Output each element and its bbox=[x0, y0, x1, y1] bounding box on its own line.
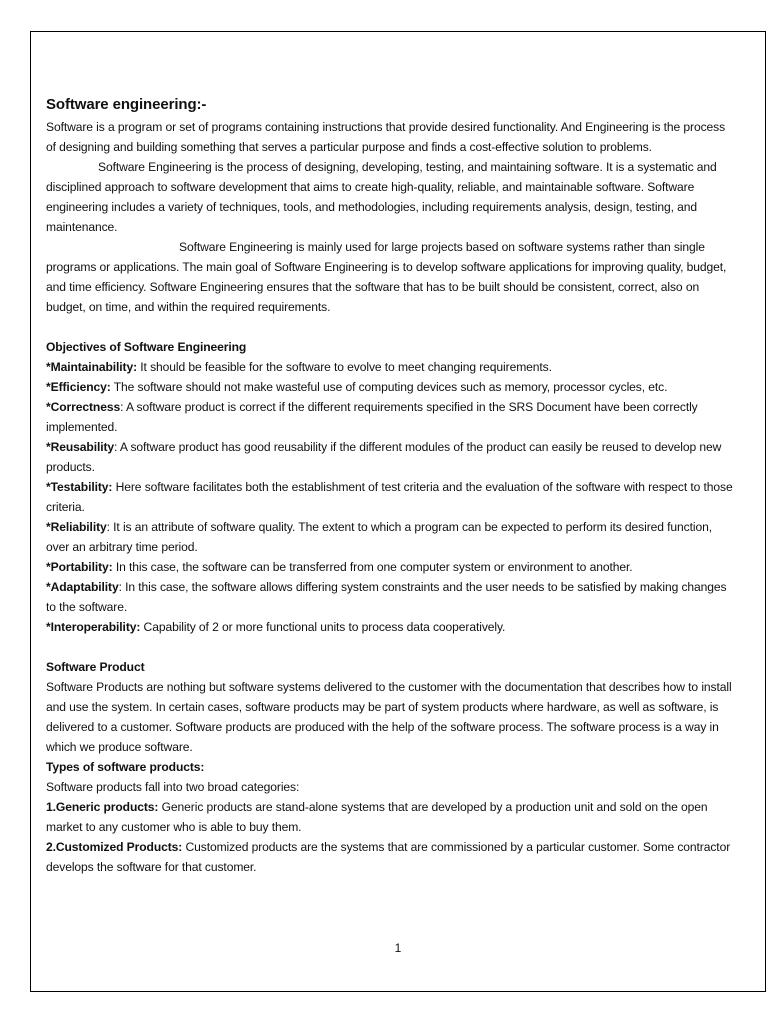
types-intro: Software products fall into two broad categories: bbox=[46, 780, 300, 794]
objective-item bbox=[46, 357, 736, 377]
product-type-item bbox=[46, 837, 736, 877]
document-page bbox=[30, 31, 766, 992]
objective-term: *Reusability bbox=[46, 440, 115, 454]
objective-item bbox=[46, 577, 736, 617]
document-body bbox=[46, 93, 736, 877]
objective-item bbox=[46, 477, 736, 517]
objective-text: : In this case, the software allows differing system constraints and the user needs to be satisfied by making changes to the software. bbox=[46, 580, 727, 614]
objective-term: *Testability: bbox=[46, 480, 113, 494]
product-type-text: Generic products are stand-alone systems that are developed by a production unit and sold on the open market to any customer who is able to buy them. bbox=[46, 800, 708, 834]
objective-item bbox=[46, 617, 736, 637]
objective-item bbox=[46, 557, 736, 577]
objective-text: It should be feasible for the software to evolve to meet changing requirements. bbox=[137, 360, 552, 374]
spacer bbox=[46, 317, 736, 337]
page-number: 1 bbox=[394, 941, 402, 955]
objective-term: *Interoperability: bbox=[46, 620, 141, 634]
objective-term: *Adaptability bbox=[46, 580, 119, 594]
objective-term: *Maintainability: bbox=[46, 360, 138, 374]
product-type-term: 1.Generic products: bbox=[46, 800, 159, 814]
objective-term: *Portability: bbox=[46, 560, 113, 574]
product-type-text: Customized products are the systems that are commissioned by a particular customer. Some contractor develops the software for that customer. bbox=[46, 840, 731, 874]
intro-paragraph-2: Software Engineering is the process of designing, developing, testing, and maintaining software. It is a systematic and disciplined approach to software development that aims to create high-quality, reliable, and maintainable software. Software engineering includes a variety of techniques, tools, and methodologies, including requirements analysis, design, testing, and maintenance. bbox=[46, 160, 717, 234]
types-heading: Types of software products: bbox=[46, 760, 205, 774]
objective-text: Capability of 2 or more functional units to process data cooperatively. bbox=[140, 620, 506, 634]
objective-term: *Reliability bbox=[46, 520, 107, 534]
objective-text: : It is an attribute of software quality. The extent to which a program can be expected to perform its desired function, over an arbitrary time period. bbox=[46, 520, 712, 554]
objective-text: In this case, the software can be transferred from one computer system or environment to another. bbox=[112, 560, 633, 574]
objective-item bbox=[46, 517, 736, 557]
objective-term: *Correctness bbox=[46, 400, 121, 414]
objective-item bbox=[46, 377, 736, 397]
product-paragraph: Software Products are nothing but software systems delivered to the customer with the documentation that describes how to install and use the system. In certain cases, software products may be part of system products where hardware, as well as software, is delivered to a customer. Software products are produced with the help of the software process. The software process is a way in which we produce software. bbox=[46, 680, 732, 754]
spacer bbox=[46, 637, 736, 657]
intro-paragraph-1: Software is a program or set of programs containing instructions that provide desired functionality. And Engineering is the process of designing and building something that serves a particular purpose and finds a cost-effective solution to problems. bbox=[46, 120, 726, 154]
document-title: Software engineering:- bbox=[46, 96, 207, 113]
product-heading: Software Product bbox=[46, 660, 145, 674]
objective-term: *Efficiency: bbox=[46, 380, 111, 394]
objective-text: Here software facilitates both the establishment of test criteria and the evaluation of the software with respect to those criteria. bbox=[46, 480, 733, 514]
objective-text: : A software product is correct if the different requirements specified in the SRS Document have been correctly implemented. bbox=[46, 400, 698, 434]
product-type-item bbox=[46, 797, 736, 837]
objectives-heading: Objectives of Software Engineering bbox=[46, 340, 247, 354]
objective-text: : A software product has good reusability if the different modules of the product can easily be reused to develop new products. bbox=[46, 440, 722, 474]
objective-item bbox=[46, 437, 736, 477]
product-type-term: 2.Customized Products: bbox=[46, 840, 183, 854]
intro-paragraph-3: Software Engineering is mainly used for large projects based on software systems rather than single programs or applications. The main goal of Software Engineering is to develop software applications for improving quality, budget, and time efficiency. Software Engineering ensures that the software that has to be built should be consistent, correct, also on budget, on time, and within the required requirements. bbox=[46, 240, 727, 314]
objective-item bbox=[46, 397, 736, 437]
objective-text: The software should not make wasteful use of computing devices such as memory, processor cycles, etc. bbox=[110, 380, 668, 394]
